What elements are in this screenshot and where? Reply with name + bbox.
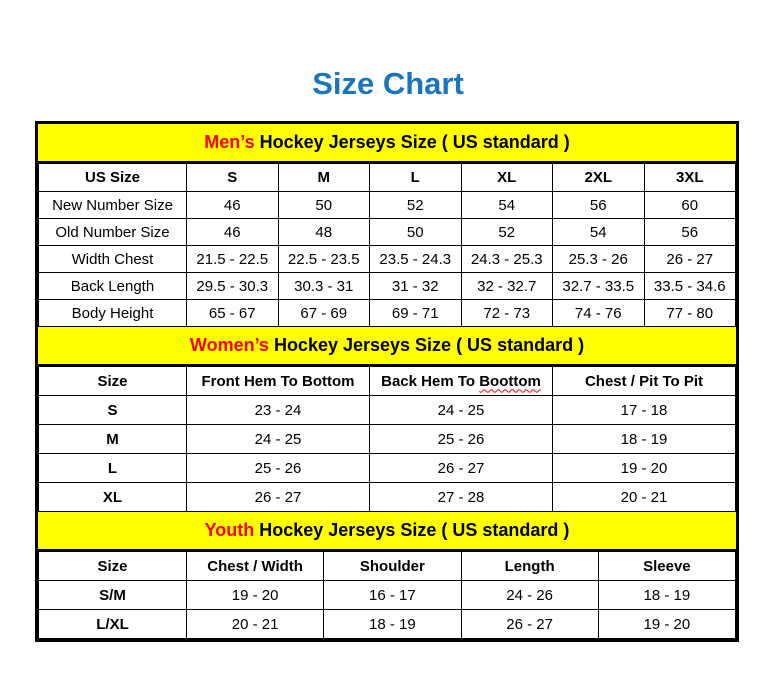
size-value: 50 [278, 192, 370, 219]
size-value: 21.5 - 22.5 [187, 246, 279, 273]
back-hem-label-misspelled: Boottom [479, 372, 541, 390]
size-value: 26 - 27 [461, 610, 598, 639]
size-value: 18 - 19 [324, 610, 461, 639]
mens-size-table [38, 163, 736, 327]
col-header-length: Length [461, 552, 598, 581]
table-row [39, 483, 736, 512]
size-value: 20 - 21 [553, 483, 736, 512]
table-row [39, 610, 736, 639]
size-value: 27 - 28 [370, 483, 553, 512]
col-header-2xl: 2XL [553, 164, 645, 192]
size-value: 26 - 27 [370, 454, 553, 483]
size-value: 25.3 - 26 [553, 246, 645, 273]
size-value: 77 - 80 [644, 300, 736, 327]
row-label: Back Length [39, 273, 187, 300]
col-header-l: L [370, 164, 462, 192]
size-chart-container [35, 121, 739, 642]
youth-section-header [38, 512, 736, 551]
col-header-sleeve: Sleeve [598, 552, 735, 581]
size-value: 26 - 27 [187, 483, 370, 512]
size-value: 46 [187, 192, 279, 219]
row-label: M [39, 425, 187, 454]
size-value: 18 - 19 [598, 581, 735, 610]
size-value: 24 - 25 [370, 396, 553, 425]
womens-header-row [39, 367, 736, 396]
col-header-s: S [187, 164, 279, 192]
size-value: 46 [187, 219, 279, 246]
size-value: 31 - 32 [370, 273, 462, 300]
size-value: 52 [461, 219, 553, 246]
womens-size-table [38, 366, 736, 512]
size-value: 33.5 - 34.6 [644, 273, 736, 300]
youth-size-table [38, 551, 736, 639]
back-hem-label-pre: Back Hem To [381, 372, 480, 390]
size-value: 56 [553, 192, 645, 219]
mens-header-row [39, 164, 736, 192]
youth-band-highlight: Youth [204, 520, 255, 540]
size-value: 60 [644, 192, 736, 219]
youth-header-row [39, 552, 736, 581]
col-header-chest-width: Chest / Width [187, 552, 324, 581]
size-value: 30.3 - 31 [278, 273, 370, 300]
size-value: 24 - 25 [187, 425, 370, 454]
col-header-xl: XL [461, 164, 553, 192]
size-value: 19 - 20 [187, 581, 324, 610]
size-value: 19 - 20 [598, 610, 735, 639]
size-value: 67 - 69 [278, 300, 370, 327]
size-value: 74 - 76 [553, 300, 645, 327]
size-value: 72 - 73 [461, 300, 553, 327]
size-value: 20 - 21 [187, 610, 324, 639]
table-row [39, 219, 736, 246]
size-value: 32.7 - 33.5 [553, 273, 645, 300]
row-label: Old Number Size [39, 219, 187, 246]
size-value: 18 - 19 [553, 425, 736, 454]
row-label: L [39, 454, 187, 483]
size-value: 69 - 71 [370, 300, 462, 327]
size-value: 56 [644, 219, 736, 246]
table-row [39, 454, 736, 483]
row-label: L/XL [39, 610, 187, 639]
size-value: 25 - 26 [187, 454, 370, 483]
size-value: 23.5 - 24.3 [370, 246, 462, 273]
size-value: 65 - 67 [187, 300, 279, 327]
size-value: 23 - 24 [187, 396, 370, 425]
col-header-shoulder: Shoulder [324, 552, 461, 581]
size-value: 52 [370, 192, 462, 219]
mens-band-highlight: Men’s [204, 132, 255, 152]
size-value: 50 [370, 219, 462, 246]
table-row [39, 246, 736, 273]
table-row [39, 425, 736, 454]
col-header-back-hem [370, 367, 553, 396]
col-header-size: Size [39, 367, 187, 396]
size-value: 54 [461, 192, 553, 219]
mens-band-rest: Hockey Jerseys Size ( US standard ) [254, 132, 570, 152]
size-value: 17 - 18 [553, 396, 736, 425]
col-header-us-size: US Size [39, 164, 187, 192]
youth-band-rest: Hockey Jerseys Size ( US standard ) [254, 520, 570, 540]
row-label: New Number Size [39, 192, 187, 219]
womens-band-highlight: Women’s [189, 335, 269, 355]
size-value: 48 [278, 219, 370, 246]
col-header-3xl: 3XL [644, 164, 736, 192]
col-header-chest-pit: Chest / Pit To Pit [553, 367, 736, 396]
size-value: 19 - 20 [553, 454, 736, 483]
size-value: 22.5 - 23.5 [278, 246, 370, 273]
row-label: S [39, 396, 187, 425]
table-row [39, 273, 736, 300]
womens-section-header [38, 327, 736, 366]
row-label: XL [39, 483, 187, 512]
table-row [39, 581, 736, 610]
col-header-m: M [278, 164, 370, 192]
size-value: 29.5 - 30.3 [187, 273, 279, 300]
col-header-front-hem: Front Hem To Bottom [187, 367, 370, 396]
size-value: 54 [553, 219, 645, 246]
womens-band-rest: Hockey Jerseys Size ( US standard ) [268, 335, 585, 355]
col-header-size: Size [39, 552, 187, 581]
size-value: 24 - 26 [461, 581, 598, 610]
size-value: 16 - 17 [324, 581, 461, 610]
table-row [39, 192, 736, 219]
page-title: Size Chart [312, 66, 464, 101]
table-row [39, 396, 736, 425]
size-value: 32 - 32.7 [461, 273, 553, 300]
size-value: 24.3 - 25.3 [461, 246, 553, 273]
table-row [39, 300, 736, 327]
row-label: Body Height [39, 300, 187, 327]
size-value: 25 - 26 [370, 425, 553, 454]
row-label: S/M [39, 581, 187, 610]
mens-section-header [38, 124, 736, 163]
row-label: Width Chest [39, 246, 187, 273]
size-value: 26 - 27 [644, 246, 736, 273]
